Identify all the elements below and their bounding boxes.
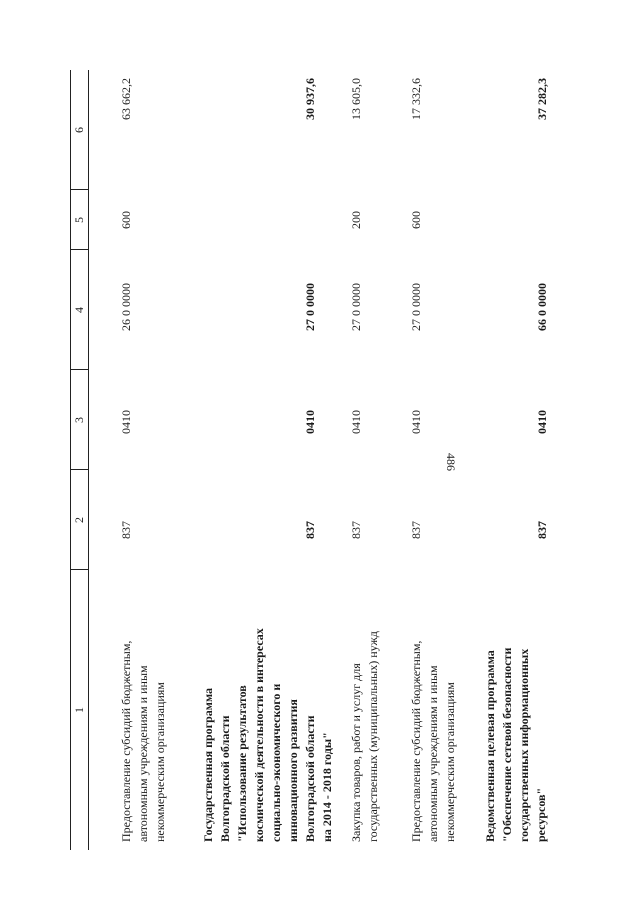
row-col-2: 837: [409, 521, 423, 539]
row-description: Предоставление субсидий бюджетным, автономным учреждениям и иным некоммерческим организациям: [119, 640, 167, 842]
row-col-3: 0410: [303, 410, 317, 434]
header-col-4: 4: [72, 307, 86, 313]
row-description: Ведомственная целевая программа "Обеспечение сетевой безопасности государственных информационных ресурсов": [483, 647, 548, 842]
table-header-rule: [88, 70, 89, 850]
row-col-3: 0410: [349, 410, 363, 434]
header-col-5: 5: [72, 217, 86, 223]
row-col-6: 17 332,6: [409, 78, 423, 120]
row-col-2: 837: [303, 521, 317, 539]
row-col-3: 0410: [119, 410, 133, 434]
row-col-6: 63 662,2: [119, 78, 133, 120]
row-col-2: 837: [119, 521, 133, 539]
row-col-6: 37 282,3: [535, 78, 549, 120]
row-col-5: 600: [119, 211, 133, 229]
row-description: Предоставление субсидий бюджетным, автономным учреждениям и иным некоммерческим организациям: [409, 640, 457, 842]
row-col-3: 0410: [535, 410, 549, 434]
row-description: Закупка товаров, работ и услуг для государственных (муниципальных) нужд: [349, 631, 380, 842]
page-number: 486: [444, 453, 458, 471]
table-top-rule: [70, 70, 71, 850]
row-col-4: 27 0 0000: [303, 283, 317, 331]
header-col-2: 2: [72, 517, 86, 523]
row-col-6: 30 937,6: [303, 78, 317, 120]
row-col-4: 27 0 0000: [409, 283, 423, 331]
header-col-1: 1: [72, 707, 86, 713]
header-col-3: 3: [72, 417, 86, 423]
row-col-5: 600: [409, 211, 423, 229]
row-col-2: 837: [535, 521, 549, 539]
row-col-4: 26 0 0000: [119, 283, 133, 331]
row-col-5: 200: [349, 211, 363, 229]
row-description: Государственная программа Волгоградской области "Использование результатов космической деятельности в интересах социально-экономического и инновационного развития Волгоградской области на 2014 - 2018 годы": [201, 628, 334, 842]
row-col-6: 13 605,0: [349, 78, 363, 120]
row-col-4: 66 0 0000: [535, 283, 549, 331]
budget-table: [70, 70, 600, 850]
header-col-6: 6: [72, 127, 86, 133]
row-col-3: 0410: [409, 410, 423, 434]
row-col-4: 27 0 0000: [349, 283, 363, 331]
row-col-2: 837: [349, 521, 363, 539]
